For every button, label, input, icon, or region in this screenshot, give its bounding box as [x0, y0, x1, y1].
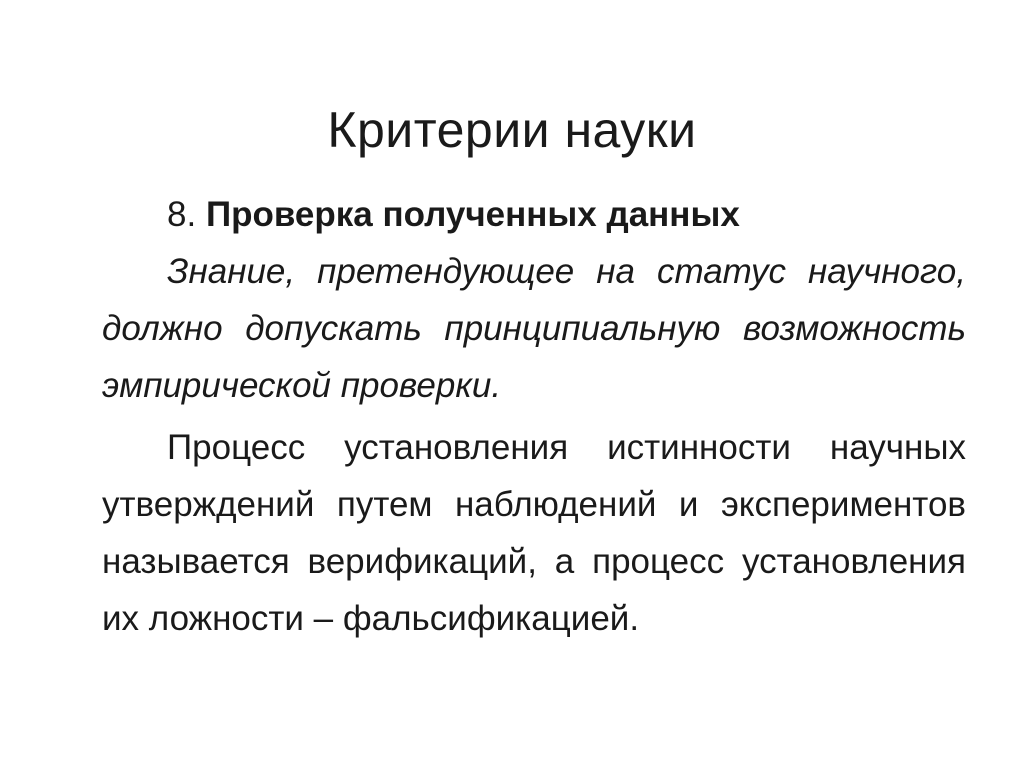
- slide-body: [102, 186, 966, 647]
- section-heading: [102, 186, 966, 243]
- heading-number: 8.: [167, 195, 197, 234]
- paragraph-verification-falsification: Процесс установления истинности научных утверждений путем наблюдений и экспериментов называется верификаций, а процесс установления их ложности – фальсификацией.: [102, 428, 966, 638]
- slide-title: Критерии науки: [327, 101, 697, 158]
- paragraph-verification-requirement: Знание, претендующее на статус научного, должно допускать принципиальную возможность эмпирической проверки.: [102, 252, 966, 405]
- heading-text: Проверка полученных данных: [205, 195, 740, 234]
